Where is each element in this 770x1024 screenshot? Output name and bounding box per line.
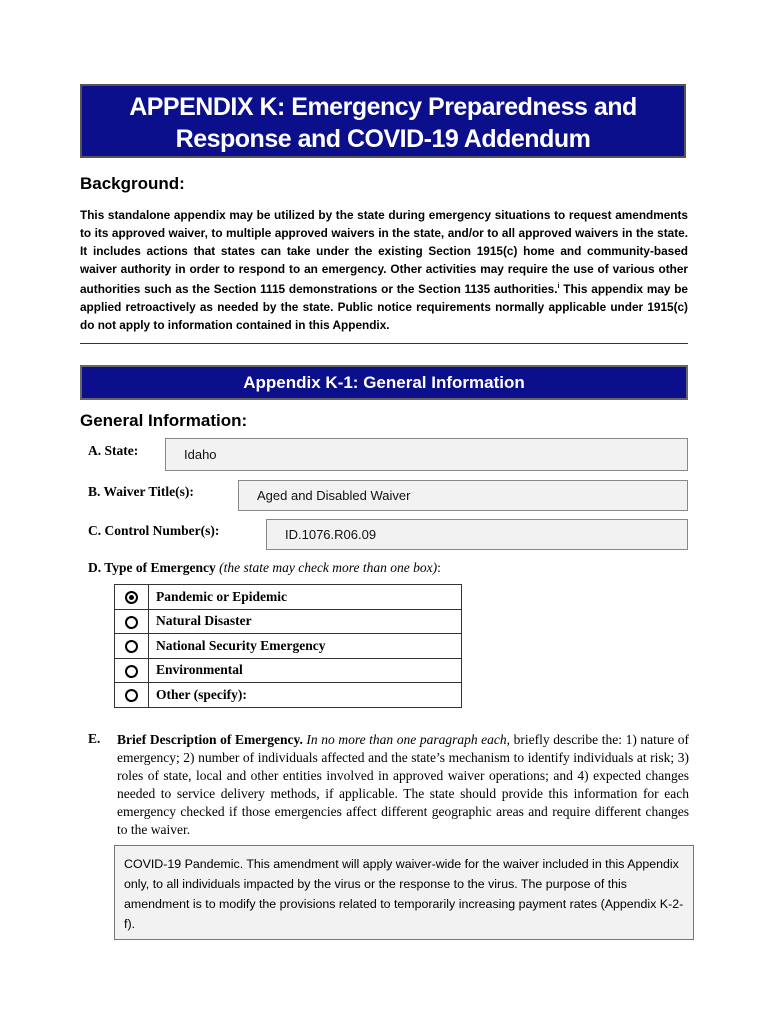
footnote-mark[interactable]: i xyxy=(557,283,560,290)
emergency-type-hint: (the state may check more than one box) xyxy=(215,560,438,575)
emergency-type-table xyxy=(114,584,462,708)
waiver-title-value: Aged and Disabled Waiver xyxy=(257,488,411,503)
control-number-label: C. Control Number(s): xyxy=(88,523,220,538)
emergency-type-colon: : xyxy=(437,560,441,575)
state-field[interactable] xyxy=(165,438,688,471)
emergency-description-text: COVID-19 Pandemic. This amendment will apply waiver-wide for the waiver included in this Appendix only, to all individuals impacted by the virus or the response to the virus. The purpose of this amendment is to modify the provisions related to temporarily increasing payment rates (Appendix K-2-f). xyxy=(124,857,684,931)
control-number-field[interactable] xyxy=(266,519,688,550)
item-e-instructions xyxy=(117,731,689,839)
item-e-letter: E. xyxy=(88,731,101,746)
emergency-type-label-national-security: National Security Emergency xyxy=(149,634,462,659)
state-value: Idaho xyxy=(184,447,217,462)
radio-natural-disaster[interactable] xyxy=(125,616,138,629)
general-info-heading: General Information: xyxy=(80,411,248,430)
emergency-type-row xyxy=(115,683,462,708)
radio-environmental[interactable] xyxy=(125,665,138,678)
emergency-type-label-other: Other (specify): xyxy=(149,683,462,708)
item-e-body: , briefly describe the: 1) nature of emergency; 2) number of individuals affected and the state’s mechanism to identify individuals at risk; 3) roles of state, local and other entities involved in approved waiver operations; and 4) expected changes needed to service delivery methods, if applicable. The state should provide this information for each emergency checked if those emergencies affect different geographic areas and require different changes to the waiver. xyxy=(117,732,689,837)
background-text-a: This standalone appendix may be utilized by the state during emergency situations to request amendments to its approved waiver, to multiple approved waivers in the state, and/or to all approved waivers in the state. It includes actions that states can take under the existing Section 1915(c) home and community-based waiver authority in order to respond to an emergency. Other activities may require the use of various other authorities such as the Section 1115 demonstrations or the Section 1135 authorities. xyxy=(80,208,688,296)
emergency-type-label-environmental: Environmental xyxy=(149,658,462,683)
radio-national-security[interactable] xyxy=(125,640,138,653)
section-k1-title: Appendix K-1: General Information xyxy=(243,373,525,392)
emergency-type-label-natural-disaster: Natural Disaster xyxy=(149,609,462,634)
background-paragraph xyxy=(80,206,688,334)
emergency-type-row xyxy=(115,609,462,634)
item-e-title: Brief Description of Emergency. xyxy=(117,732,303,747)
state-label: A. State: xyxy=(88,443,139,458)
appendix-title-line1: APPENDIX K: Emergency Preparedness and xyxy=(129,93,637,121)
section-k1-banner xyxy=(80,365,688,400)
emergency-type-row xyxy=(115,658,462,683)
appendix-title-line2: Response and COVID-19 Addendum xyxy=(175,125,591,153)
background-heading: Background: xyxy=(80,174,185,193)
emergency-type-label: D. Type of Emergency xyxy=(88,560,216,575)
waiver-title-field[interactable] xyxy=(238,480,688,511)
item-e-italic: In no more than one paragraph each xyxy=(302,732,507,747)
emergency-type-label-pandemic: Pandemic or Epidemic xyxy=(149,585,462,610)
radio-other[interactable] xyxy=(125,689,138,702)
control-number-value: ID.1076.R06.09 xyxy=(285,527,377,542)
background-text-b: This appendix may be applied retroactively as needed by the state. Public notice requirements normally applicable under 1915(c) do not apply to information contained in this Appendix. xyxy=(80,281,688,332)
emergency-type-prompt xyxy=(88,560,441,576)
emergency-description-field[interactable] xyxy=(114,845,694,940)
waiver-title-label: B. Waiver Title(s): xyxy=(88,484,194,499)
section-divider xyxy=(80,343,688,344)
radio-pandemic[interactable] xyxy=(125,591,138,604)
emergency-type-row xyxy=(115,585,462,610)
emergency-type-row xyxy=(115,634,462,659)
appendix-title-banner xyxy=(80,84,686,158)
